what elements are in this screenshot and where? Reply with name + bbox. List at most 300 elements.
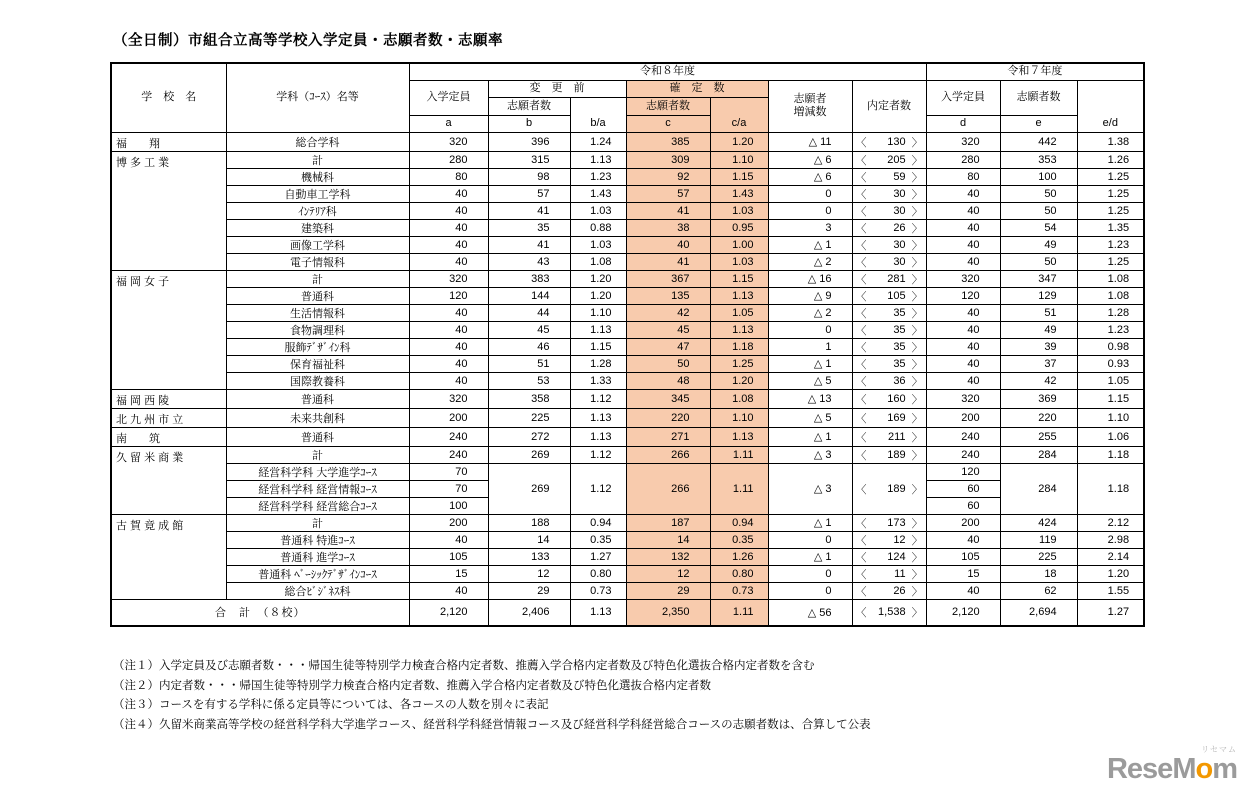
cell-d: 40 — [926, 236, 1000, 253]
cell-ed: 1.26 — [1077, 151, 1144, 168]
resemom-logo-o: o — [1195, 753, 1213, 785]
cell-c: 57 — [626, 185, 710, 202]
cell-ca: 0.73 — [710, 582, 768, 599]
cell-naitei: 〈 12 〉 — [852, 531, 926, 548]
resemom-logo — [1106, 744, 1237, 786]
cell-c: 41 — [626, 202, 710, 219]
cell-diff: 0 — [768, 531, 852, 548]
note-3: （注３）コースを有する学科に係る定員等については、各コースの人数を別々に表記 — [113, 699, 549, 711]
cell-dept: 食物調理科 — [226, 321, 409, 338]
table-row — [111, 236, 1144, 253]
cell-ed: 1.18 — [1077, 446, 1144, 463]
cell-b: 53 — [488, 372, 570, 389]
col-header-applicants-b: 志願者数 — [488, 97, 570, 115]
cell-d: 320 — [926, 389, 1000, 408]
cell-b: 383 — [488, 270, 570, 287]
cell-ba: 1.28 — [570, 355, 626, 372]
cell-ed: 0.93 — [1077, 355, 1144, 372]
cell-ed: 1.06 — [1077, 427, 1144, 446]
col-header-year-r7: 令和７年度 — [926, 63, 1144, 80]
cell-school: 古 賀 竟 成 館 — [111, 514, 226, 599]
cell-diff: △ 16 — [768, 270, 852, 287]
cell-ed: 1.08 — [1077, 270, 1144, 287]
cell-e: 369 — [1000, 389, 1077, 408]
cell-ba: 1.12 — [570, 389, 626, 408]
cell-ba: 0.88 — [570, 219, 626, 236]
cell-b: 29 — [488, 582, 570, 599]
cell-ed: 1.23 — [1077, 321, 1144, 338]
cell-ed: 2.12 — [1077, 514, 1144, 531]
cell-b: 57 — [488, 185, 570, 202]
cell-ba: 0.73 — [570, 582, 626, 599]
cell-b: 269 — [488, 446, 570, 463]
cell-e: 129 — [1000, 287, 1077, 304]
cell-dept: 機械科 — [226, 168, 409, 185]
cell-naitei: 〈 189 〉 — [852, 446, 926, 463]
table-row — [111, 531, 1144, 548]
cell-c: 45 — [626, 321, 710, 338]
cell-b: 269 — [488, 463, 570, 514]
cell-e: 442 — [1000, 132, 1077, 151]
table-row — [111, 355, 1144, 372]
cell-a: 40 — [409, 236, 488, 253]
cell-b: 133 — [488, 548, 570, 565]
cell-b: 46 — [488, 338, 570, 355]
cell-school: 福 岡 女 子 — [111, 270, 226, 389]
col-letter-c: c — [626, 115, 710, 132]
note-2: （注２）内定者数・・・帰国生徒等特別学力検査合格内定者数、推薦入学合格内定者数及び特色化選抜合格内定者数 — [113, 679, 711, 692]
cell-a: 70 — [409, 480, 488, 497]
resemom-logo-text: ReseMom — [1106, 753, 1237, 785]
cell-b: 41 — [488, 202, 570, 219]
applicant-change-line1: 志願者 — [793, 93, 827, 105]
table-row — [111, 151, 1144, 168]
cell-a: 320 — [409, 389, 488, 408]
cell-ed: 1.55 — [1077, 582, 1144, 599]
cell-school: 博 多 工 業 — [111, 151, 226, 270]
table-header — [111, 63, 1144, 132]
cell-d: 60 — [926, 497, 1000, 514]
cell-school: 北 九 州 市 立 — [111, 408, 226, 427]
cell-e: 347 — [1000, 270, 1077, 287]
cell-diff: △ 2 — [768, 253, 852, 270]
cell-ca: 0.95 — [710, 219, 768, 236]
cell-ca: 0.80 — [710, 565, 768, 582]
cell-ed: 1.05 — [1077, 372, 1144, 389]
cell-dept: 普通科 — [226, 287, 409, 304]
header-row-years — [111, 63, 1144, 80]
col-letter-a: a — [409, 115, 488, 132]
cell-b: 144 — [488, 287, 570, 304]
cell-ca: 1.08 — [710, 389, 768, 408]
cell-e: 284 — [1000, 446, 1077, 463]
cell-ed: 1.25 — [1077, 185, 1144, 202]
cell-ca: 1.13 — [710, 427, 768, 446]
cell-b: 272 — [488, 427, 570, 446]
table-row — [111, 321, 1144, 338]
col-header-capacity-a: 入学定員 — [409, 80, 488, 115]
cell-naitei: 〈 169 〉 — [852, 408, 926, 427]
cell-naitei: 〈 281 〉 — [852, 270, 926, 287]
cell-ca: 1.03 — [710, 253, 768, 270]
cell-naitei: 〈 211 〉 — [852, 427, 926, 446]
cell-ed: 1.28 — [1077, 304, 1144, 321]
cell-b: 396 — [488, 132, 570, 151]
cell-ed: 1.27 — [1077, 599, 1144, 626]
cell-ca: 1.03 — [710, 202, 768, 219]
cell-c: 40 — [626, 236, 710, 253]
cell-ba: 1.13 — [570, 321, 626, 338]
cell-naitei: 〈 35 〉 — [852, 321, 926, 338]
cell-ca: 1.43 — [710, 185, 768, 202]
cell-school: 福 翔 — [111, 132, 226, 151]
table-row — [111, 185, 1144, 202]
cell-naitei: 〈 11 〉 — [852, 565, 926, 582]
cell-e: 2,694 — [1000, 599, 1077, 626]
cell-dept: 建築科 — [226, 219, 409, 236]
table-row — [111, 408, 1144, 427]
cell-c: 132 — [626, 548, 710, 565]
cell-c: 220 — [626, 408, 710, 427]
cell-a: 40 — [409, 219, 488, 236]
cell-naitei: 〈 35 〉 — [852, 338, 926, 355]
col-header-accepted: 内定者数 — [852, 80, 926, 132]
cell-dept: 服飾ﾃﾞｻﾞｲﾝ科 — [226, 338, 409, 355]
cell-dept: 電子情報科 — [226, 253, 409, 270]
table-row — [111, 372, 1144, 389]
table-row — [111, 446, 1144, 463]
cell-diff: 0 — [768, 202, 852, 219]
cell-c: 50 — [626, 355, 710, 372]
cell-naitei: 〈 30 〉 — [852, 253, 926, 270]
cell-d: 40 — [926, 338, 1000, 355]
cell-ed: 0.98 — [1077, 338, 1144, 355]
cell-d: 200 — [926, 408, 1000, 427]
cell-naitei: 〈 1,538 〉 — [852, 599, 926, 626]
cell-diff: △ 1 — [768, 427, 852, 446]
cell-ca: 1.26 — [710, 548, 768, 565]
cell-d: 120 — [926, 287, 1000, 304]
cell-b: 14 — [488, 531, 570, 548]
cell-naitei: 〈 30 〉 — [852, 236, 926, 253]
cell-total: 合 計 （８校） — [111, 599, 409, 626]
col-header-applicants-e: 志願者数 — [1000, 80, 1077, 115]
cell-d: 280 — [926, 151, 1000, 168]
cell-c: 14 — [626, 531, 710, 548]
cell-diff: △ 5 — [768, 372, 852, 389]
cell-naitei: 〈 30 〉 — [852, 202, 926, 219]
cell-school: 南 筑 — [111, 427, 226, 446]
cell-d: 40 — [926, 185, 1000, 202]
cell-dept: 生活情報科 — [226, 304, 409, 321]
cell-c: 38 — [626, 219, 710, 236]
cell-c: 12 — [626, 565, 710, 582]
cell-naitei: 〈 189 〉 — [852, 463, 926, 514]
cell-ba: 1.43 — [570, 185, 626, 202]
cell-e: 42 — [1000, 372, 1077, 389]
cell-dept: 計 — [226, 514, 409, 531]
cell-ed: 1.38 — [1077, 132, 1144, 151]
cell-e: 255 — [1000, 427, 1077, 446]
col-letter-b: b — [488, 115, 570, 132]
cell-a: 40 — [409, 304, 488, 321]
cell-d: 40 — [926, 582, 1000, 599]
cell-ba: 1.24 — [570, 132, 626, 151]
cell-ed: 1.08 — [1077, 287, 1144, 304]
table-row — [111, 548, 1144, 565]
cell-ba: 1.12 — [570, 446, 626, 463]
cell-dept: 計 — [226, 446, 409, 463]
cell-b: 43 — [488, 253, 570, 270]
cell-naitei: 〈 35 〉 — [852, 304, 926, 321]
cell-ca: 1.11 — [710, 446, 768, 463]
cell-a: 100 — [409, 497, 488, 514]
col-header-c-over-a: c/a — [710, 97, 768, 132]
cell-ca: 1.10 — [710, 408, 768, 427]
cell-a: 40 — [409, 202, 488, 219]
cell-c: 266 — [626, 463, 710, 514]
cell-diff: 0 — [768, 185, 852, 202]
cell-a: 15 — [409, 565, 488, 582]
cell-d: 320 — [926, 132, 1000, 151]
cell-diff: △ 1 — [768, 514, 852, 531]
cell-e: 49 — [1000, 321, 1077, 338]
cell-a: 320 — [409, 132, 488, 151]
cell-d: 40 — [926, 355, 1000, 372]
cell-b: 12 — [488, 565, 570, 582]
cell-e: 62 — [1000, 582, 1077, 599]
cell-ed: 1.25 — [1077, 168, 1144, 185]
cell-naitei: 〈 36 〉 — [852, 372, 926, 389]
cell-ca: 1.11 — [710, 463, 768, 514]
cell-e: 50 — [1000, 202, 1077, 219]
cell-d: 40 — [926, 253, 1000, 270]
cell-ba: 1.20 — [570, 270, 626, 287]
cell-d: 60 — [926, 480, 1000, 497]
cell-ba: 1.20 — [570, 287, 626, 304]
table-row — [111, 389, 1144, 408]
table-row — [111, 514, 1144, 531]
table-row — [111, 253, 1144, 270]
cell-dept: 画像工学科 — [226, 236, 409, 253]
cell-ca: 0.35 — [710, 531, 768, 548]
cell-dept: 保育福祉科 — [226, 355, 409, 372]
cell-dept: 計 — [226, 151, 409, 168]
cell-e: 50 — [1000, 253, 1077, 270]
total-row — [111, 599, 1144, 626]
cell-b: 45 — [488, 321, 570, 338]
cell-diff: △ 3 — [768, 463, 852, 514]
cell-dept: 自動車工学科 — [226, 185, 409, 202]
cell-dept: 経営科学科 経営情報ｺｰｽ — [226, 480, 409, 497]
col-header-department: 学科（ｺｰｽ）名等 — [226, 63, 409, 132]
table-row — [111, 582, 1144, 599]
cell-naitei: 〈 105 〉 — [852, 287, 926, 304]
cell-ba: 0.94 — [570, 514, 626, 531]
cell-naitei: 〈 35 〉 — [852, 355, 926, 372]
cell-a: 240 — [409, 427, 488, 446]
cell-dept: 計 — [226, 270, 409, 287]
cell-a: 40 — [409, 338, 488, 355]
cell-a: 40 — [409, 355, 488, 372]
cell-ca: 1.20 — [710, 372, 768, 389]
cell-d: 200 — [926, 514, 1000, 531]
table-row — [111, 427, 1144, 446]
cell-ba: 0.35 — [570, 531, 626, 548]
cell-e: 39 — [1000, 338, 1077, 355]
col-header-school: 学 校 名 — [111, 63, 226, 132]
cell-e: 49 — [1000, 236, 1077, 253]
cell-diff: △ 56 — [768, 599, 852, 626]
table-row — [111, 463, 1144, 480]
cell-dept: 国際教養科 — [226, 372, 409, 389]
table-row — [111, 168, 1144, 185]
cell-e: 284 — [1000, 463, 1077, 514]
cell-a: 200 — [409, 408, 488, 427]
cell-a: 280 — [409, 151, 488, 168]
cell-ba: 1.33 — [570, 372, 626, 389]
cell-diff: 0 — [768, 321, 852, 338]
col-header-b-over-a: b/a — [570, 97, 626, 132]
cell-ca: 1.13 — [710, 287, 768, 304]
cell-e: 100 — [1000, 168, 1077, 185]
cell-dept: 普通科 — [226, 427, 409, 446]
cell-ed: 1.10 — [1077, 408, 1144, 427]
cell-diff: △ 1 — [768, 355, 852, 372]
cell-ca: 1.10 — [710, 151, 768, 168]
cell-ca: 0.94 — [710, 514, 768, 531]
note-1: （注１）入学定員及び志願者数・・・帰国生徒等特別学力検査合格内定者数、推薦入学合格内定者数及び特色化選抜合格内定者数を含む — [113, 660, 815, 672]
cell-ba: 1.10 — [570, 304, 626, 321]
cell-ed: 1.23 — [1077, 236, 1144, 253]
cell-d: 40 — [926, 304, 1000, 321]
col-header-e-over-d: e/d — [1077, 80, 1144, 132]
cell-a: 40 — [409, 321, 488, 338]
cell-b: 51 — [488, 355, 570, 372]
cell-d: 40 — [926, 219, 1000, 236]
cell-naitei: 〈 59 〉 — [852, 168, 926, 185]
cell-naitei: 〈 124 〉 — [852, 548, 926, 565]
cell-e: 220 — [1000, 408, 1077, 427]
table-row — [111, 565, 1144, 582]
cell-e: 50 — [1000, 185, 1077, 202]
cell-ca: 1.13 — [710, 321, 768, 338]
cell-ca: 1.15 — [710, 270, 768, 287]
cell-c: 271 — [626, 427, 710, 446]
table-row — [111, 338, 1144, 355]
resemom-logo-caption: リセマム — [1201, 745, 1237, 754]
cell-d: 320 — [926, 270, 1000, 287]
table-row — [111, 219, 1144, 236]
note-4: （注４）久留米商業高等学校の経営科学科大学進学コース、経営科学科経営情報コース及び経営科学科経営総合コースの志願者数は、合算して公表 — [113, 718, 871, 731]
cell-c: 266 — [626, 446, 710, 463]
cell-c: 345 — [626, 389, 710, 408]
cell-a: 40 — [409, 582, 488, 599]
cell-b: 315 — [488, 151, 570, 168]
cell-dept: 普通科 進学ｺｰｽ — [226, 548, 409, 565]
cell-c: 2,350 — [626, 599, 710, 626]
cell-e: 51 — [1000, 304, 1077, 321]
cell-ba: 1.03 — [570, 202, 626, 219]
cell-ed: 1.20 — [1077, 565, 1144, 582]
cell-a: 120 — [409, 287, 488, 304]
cell-a: 320 — [409, 270, 488, 287]
cell-c: 367 — [626, 270, 710, 287]
cell-b: 44 — [488, 304, 570, 321]
cell-ca: 1.15 — [710, 168, 768, 185]
cell-ba: 1.13 — [570, 427, 626, 446]
cell-diff: △ 1 — [768, 548, 852, 565]
cell-d: 105 — [926, 548, 1000, 565]
cell-diff: △ 11 — [768, 132, 852, 151]
table-row — [111, 287, 1144, 304]
table-row — [111, 202, 1144, 219]
cell-ca: 1.00 — [710, 236, 768, 253]
cell-diff: △ 6 — [768, 151, 852, 168]
cell-b: 98 — [488, 168, 570, 185]
cell-c: 29 — [626, 582, 710, 599]
cell-d: 40 — [926, 321, 1000, 338]
cell-ba: 1.15 — [570, 338, 626, 355]
cell-a: 40 — [409, 253, 488, 270]
cell-b: 225 — [488, 408, 570, 427]
cell-e: 353 — [1000, 151, 1077, 168]
cell-naitei: 〈 26 〉 — [852, 582, 926, 599]
cell-b: 358 — [488, 389, 570, 408]
page-title: （全日制）市組合立高等学校入学定員・志願者数・志願率 — [113, 33, 503, 49]
cell-e: 225 — [1000, 548, 1077, 565]
cell-e: 424 — [1000, 514, 1077, 531]
cell-naitei: 〈 26 〉 — [852, 219, 926, 236]
cell-ca: 1.25 — [710, 355, 768, 372]
cell-diff: △ 5 — [768, 408, 852, 427]
cell-b: 41 — [488, 236, 570, 253]
cell-ed: 1.25 — [1077, 202, 1144, 219]
cell-school: 福 岡 西 陵 — [111, 389, 226, 408]
cell-d: 240 — [926, 427, 1000, 446]
cell-c: 47 — [626, 338, 710, 355]
cell-diff: 1 — [768, 338, 852, 355]
cell-a: 2,120 — [409, 599, 488, 626]
cell-diff: △ 1 — [768, 236, 852, 253]
cell-ba: 1.13 — [570, 599, 626, 626]
cell-b: 2,406 — [488, 599, 570, 626]
cell-naitei: 〈 30 〉 — [852, 185, 926, 202]
col-header-applicants-c: 志願者数 — [626, 97, 710, 115]
cell-e: 119 — [1000, 531, 1077, 548]
cell-dept: 経営科学科 大学進学ｺｰｽ — [226, 463, 409, 480]
col-header-capacity-d: 入学定員 — [926, 80, 1000, 115]
cell-ba: 1.12 — [570, 463, 626, 514]
cell-a: 105 — [409, 548, 488, 565]
cell-ba: 1.03 — [570, 236, 626, 253]
col-header-confirmed: 確 定 数 — [626, 80, 768, 97]
col-letter-d: d — [926, 115, 1000, 132]
cell-naitei: 〈 160 〉 — [852, 389, 926, 408]
cell-diff: △ 6 — [768, 168, 852, 185]
cell-ed: 1.35 — [1077, 219, 1144, 236]
cell-c: 187 — [626, 514, 710, 531]
col-header-year-r8: 令和８年度 — [409, 63, 926, 80]
cell-a: 80 — [409, 168, 488, 185]
applicant-change-line2: 増減数 — [793, 106, 827, 118]
cell-school: 久 留 米 商 業 — [111, 446, 226, 514]
table-row — [111, 304, 1144, 321]
cell-a: 70 — [409, 463, 488, 480]
cell-ed: 2.98 — [1077, 531, 1144, 548]
cell-ed: 1.15 — [1077, 389, 1144, 408]
cell-diff: △ 2 — [768, 304, 852, 321]
